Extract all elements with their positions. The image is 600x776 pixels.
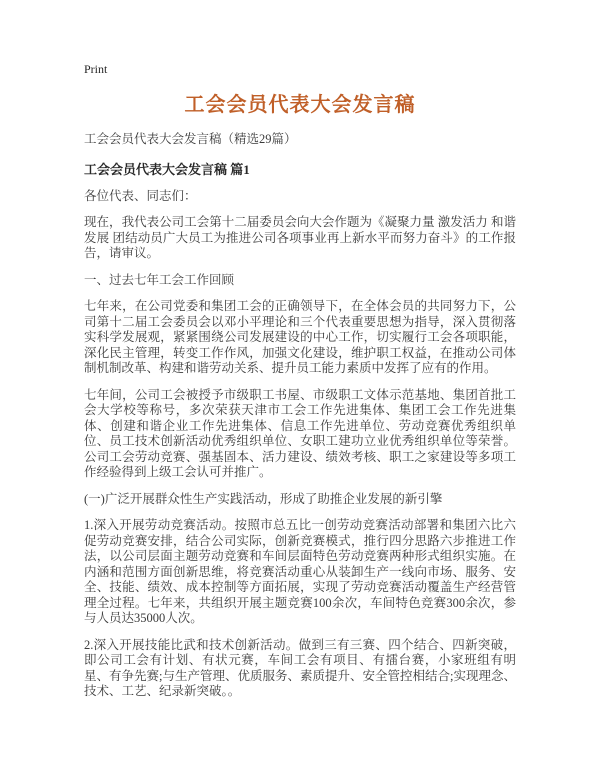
review-paragraph-2: 七年间，公司工会被授予市级职工书屋、市级职工文体示范基地、集团首批工会大学校等称号，多次荣获天津市工会工作先进集体、集团工会工作先进集体、创建和谐企业工作先进集体、信息工作先进单位、劳动竞赛优秀组织单位、员工技术创新活动优秀组织单位、女职工建功立业优秀组织单位等荣誉。公司工会劳动竞赛、强基固本、活力建设、绩效考核、职工之家建设等多项工作经验得到上级工会认可并推广。 xyxy=(84,387,516,479)
subsection-1-heading: (一)广泛开展群众性生产实践活动，形成了助推企业发展的新引擎 xyxy=(84,491,443,506)
item-1-paragraph: 1.深入开展劳动竞赛活动。按照市总五比一创劳动竞赛活动部署和集团六比六促劳动竞赛安排，结合公司实际，创新竞赛模式，推行四分思路六步推进工作法，以公司层面主题劳动竞赛和车间层面特色劳动竞赛两种形式组织实施。在内涵和范围方面创新思维，将竞赛活动重心从装卸生产一线向市场、服务、安全、技能、绩效、成本控制等方面拓展，实现了劳动竞赛活动覆盖生产经营管理全过程。七年来，共组织开展主题竞赛100余次，车间特色竞赛300余次，参与人员达35000人次。 xyxy=(84,518,516,625)
intro-paragraph: 现在，我代表公司工会第十二届委员会向大会作题为《凝聚力量 激发活力 和谐发展 团结动员广大员工为推进公司各项事业再上新水平而努力奋斗》的工作报告，请审议。 xyxy=(84,215,516,260)
print-link[interactable]: Print xyxy=(84,62,108,76)
section-1-heading: 一、过去七年工会工作回顾 xyxy=(84,272,235,287)
review-paragraph-1: 七年来，在公司党委和集团工会的正确领导下，在全体会员的共同努力下，公司第十二届工会委员会以邓小平理论和三个代表重要思想为指导，深入贯彻落实科学发展观，紧紧围绕公司发展建设的中心工作，切实履行工会各项职能，深化民主管理，转变工作作风，加强文化建设，维护职工权益，在推动公司体制机制改革、构建和谐劳动关系、提升员工能力素质中发挥了应有的作用。 xyxy=(84,299,516,375)
article-heading: 工会会员代表大会发言稿 篇1 xyxy=(84,161,250,177)
item-2-paragraph: 2.深入开展技能比武和技术创新活动。做到三有三赛、四个结合、四新突破，即公司工会有计划、有状元赛，车间工会有项目、有擂台赛，小家班组有明星、有争先赛;与生产管理、优质服务、素质提升、安全管控相结合;实现理念、技术、工艺、纪录新突破。。 xyxy=(84,637,516,698)
document-subtitle: 工会会员代表大会发言稿（精选29篇） xyxy=(84,132,297,146)
page-title: 工会会员代表大会发言稿 xyxy=(184,94,416,116)
salutation-paragraph: 各位代表、同志们： xyxy=(84,188,197,203)
